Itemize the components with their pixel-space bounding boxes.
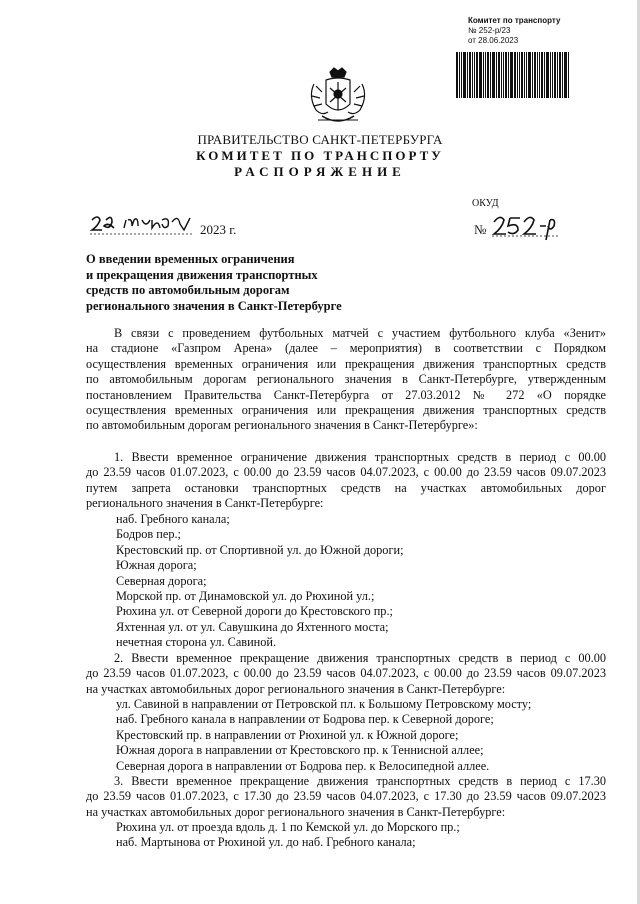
barcode-bar — [508, 52, 509, 98]
barcode-bar — [521, 52, 523, 98]
text-line: осуществления временных ограничения или прекращения движения транспортных средств — [86, 403, 606, 418]
text-line: до 23.59 часов 01.07.2023, с 17.30 до 23.59 часов 04.07.2023, с 17.30 до 23.59 часов 09.07.2023 — [86, 789, 606, 804]
barcode-bar — [496, 52, 497, 98]
barcode-bar — [483, 52, 484, 98]
barcode-bar — [510, 52, 513, 98]
list-item: Северная дорога в направлении от Бодрова пер. к Велосипедной аллее. — [116, 758, 490, 773]
barcode-bar — [550, 52, 551, 98]
barcode-bar — [517, 52, 518, 98]
list-item: Морской пр. от Динамовской ул. до Рюхиной ул.; — [116, 589, 375, 604]
barcode-bar — [501, 52, 502, 98]
stamp-line-3: от 28.06.2023 — [468, 36, 519, 45]
barcode-bar — [539, 52, 540, 98]
barcode-bar — [559, 52, 561, 98]
list-item: наб. Мартынова от Рюхиной ул. до наб. Гребного канала; — [116, 835, 416, 850]
title-line: средств по автомобильным дорогам — [86, 283, 290, 297]
paragraph-2-list — [116, 697, 531, 774]
barcode-bar — [461, 52, 462, 98]
okud-label: ОКУД — [472, 198, 499, 209]
list-item: наб. Гребного канала в направлении от Бодрова пер. к Северной дороге; — [116, 712, 494, 727]
barcode-bar — [552, 52, 553, 98]
title-line: регионального значения в Санкт-Петербурге — [86, 298, 342, 313]
stamp-line-1: Комитет по транспорту — [468, 16, 561, 25]
barcode-bar — [474, 52, 475, 98]
government-name: ПРАВИТЕЛЬСТВО САНКТ-ПЕТЕРБУРГА — [197, 132, 443, 147]
text-line: до 23.59 часов 01.07.2023, с 00.00 до 23.59 часов 04.07.2023, с 00.00 до 23.59 часов 09.07.2023 — [86, 666, 606, 681]
list-item: ул. Савиной в направлении от Петровской пл. к Большому Петровскому мосту; — [116, 697, 532, 711]
list-item: Южная дорога в направлении от Крестовского пр. к Теннисной аллее; — [116, 743, 484, 758]
text-line: В связи с проведением футбольных матчей с участием футбольного клуба «Зенит» — [114, 326, 606, 340]
barcode-bar — [498, 52, 500, 98]
barcode-bar — [476, 52, 478, 98]
text-line: 3. Ввести временное прекращение движения транспортных средств в период с 17.30 — [114, 774, 606, 788]
handwritten-date — [88, 212, 194, 238]
text-line: по автомобильным дорогам регионального значения в Санкт-Петербурге»: — [86, 418, 478, 433]
text-line: путем запрета остановки транспортных средств на участках автомобильных дорог — [86, 480, 606, 495]
text-line: на участках автомобильных дорог регионального значения в Санкт-Петербурге: — [86, 681, 506, 696]
barcode-bar — [472, 52, 473, 98]
barcode-bar — [459, 52, 460, 98]
barcode-bar — [568, 52, 569, 98]
barcode-bar — [526, 52, 527, 98]
document-title — [86, 252, 386, 314]
barcode-bar — [528, 52, 531, 98]
list-item: Крестовский пр. в направлении от Рюхиной ул. к Южной дороге; — [116, 727, 459, 742]
paragraph-1-list — [116, 512, 404, 651]
barcode-bar — [519, 52, 520, 98]
coat-of-arms-emblem — [304, 66, 372, 130]
barcode-bar — [524, 52, 525, 98]
text-line: на стадионе «Газпром Арена» (далее – мероприятия) в соответствии с Порядком — [86, 341, 606, 356]
text-line: 1. Ввести временное ограничение движения транспортных средств в период с 00.00 — [114, 450, 606, 464]
barcode-bar — [562, 52, 563, 98]
barcode-bar — [503, 52, 504, 98]
date-year: 2023 г. — [200, 222, 237, 237]
list-item: наб. Гребного канала; — [116, 512, 230, 526]
barcode — [456, 52, 588, 98]
stamp-line-2: № 252-р/23 — [468, 26, 511, 35]
barcode-bar — [557, 52, 558, 98]
barcode-bar — [492, 52, 495, 98]
barcode-bar — [505, 52, 507, 98]
paragraph-2 — [86, 651, 606, 697]
paragraph-3-list — [116, 820, 460, 851]
paragraph-1 — [86, 450, 606, 512]
document-type: РАСПОРЯЖЕНИЕ — [234, 164, 406, 179]
text-line: постановлением Правительства Санкт-Петербурга от 27.03.2012 № 272 «О порядке — [86, 387, 606, 402]
list-item: Южная дорога; — [116, 558, 197, 573]
list-item: Рюхина ул. от проезда вдоль д. 1 по Кемской ул. до Морского пр.; — [116, 820, 460, 834]
barcode-bar — [541, 52, 543, 98]
handwritten-number — [490, 212, 560, 242]
barcode-bar — [456, 52, 458, 98]
number-label: № — [474, 222, 487, 237]
barcode-bar — [487, 52, 489, 98]
barcode-bar — [485, 52, 486, 98]
barcode-bar — [537, 52, 538, 98]
barcode-bar — [463, 52, 466, 98]
text-line: 2. Ввести временное прекращение движения транспортных средств в период с 00.00 — [114, 651, 606, 665]
barcode-bar — [554, 52, 556, 98]
list-item: Рюхина ул. от Северной дороги до Крестовского пр.; — [116, 604, 393, 619]
barcode-bar — [490, 52, 491, 98]
list-item: Бодров пер.; — [116, 527, 181, 542]
barcode-bar — [564, 52, 567, 98]
barcode-bar — [544, 52, 545, 98]
barcode-bar — [469, 52, 471, 98]
barcode-bar — [514, 52, 516, 98]
title-line: О введении временных ограничения — [86, 252, 295, 266]
list-item: Северная дорога; — [116, 573, 207, 588]
text-line: до 23.59 часов 01.07.2023, с 00.00 до 23.59 часов 04.07.2023, с 00.00 до 23.59 часов 09.07.2023 — [86, 465, 606, 480]
text-line: регионального значения в Санкт-Петербурге: — [86, 496, 324, 511]
barcode-bar — [479, 52, 482, 98]
text-line: осуществления временных ограничения или прекращения движения транспортных средств — [86, 356, 606, 371]
paragraph-3 — [86, 774, 606, 820]
text-line: на участках автомобильных дорог регионального значения в Санкт-Петербурге: — [86, 804, 506, 819]
barcode-bar — [546, 52, 549, 98]
list-item: Яхтенная ул. от ул. Савушкина до Яхтенного моста; — [116, 619, 389, 634]
list-item: Крестовский пр. от Спортивной ул. до Южной дороги; — [116, 542, 404, 557]
barcode-bar — [532, 52, 533, 98]
registration-stamp — [468, 16, 588, 46]
text-line: по автомобильным дорогам регионального значения в Санкт-Петербурге, утвержденным — [86, 372, 606, 387]
barcode-bar — [534, 52, 536, 98]
list-item: нечетная сторона ул. Савиной. — [116, 635, 277, 650]
committee-name: КОМИТЕТ ПО ТРАНСПОРТУ — [196, 148, 444, 163]
title-line: и прекращения движения транспортных — [86, 267, 318, 282]
intro-paragraph — [86, 326, 606, 434]
barcode-bar — [467, 52, 468, 98]
